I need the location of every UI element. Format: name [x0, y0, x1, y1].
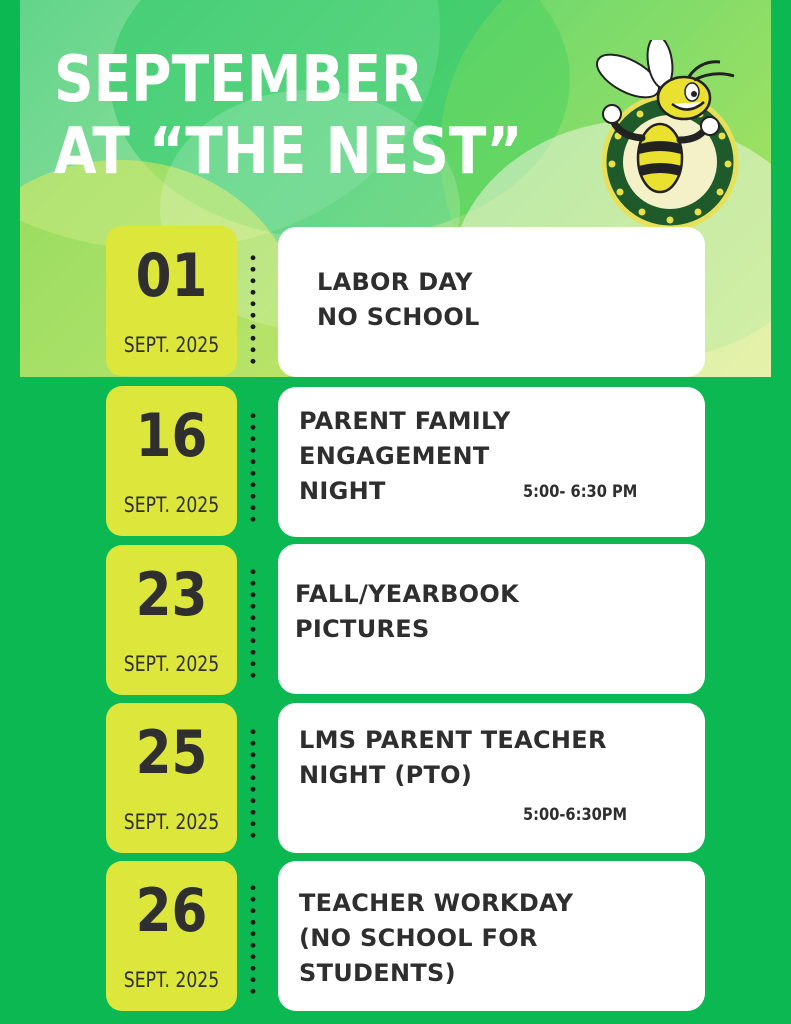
event-title-line: ENGAGEMENT: [299, 442, 490, 470]
event-title-line: PARENT FAMILY: [299, 407, 511, 435]
event-card: [278, 544, 705, 694]
page-title-line2: AT “THE NEST”: [54, 115, 523, 189]
event-card: [278, 227, 705, 377]
event-title-line: LMS PARENT TEACHER: [299, 726, 607, 754]
date-month: SEPT. 2025: [123, 493, 220, 517]
page-title-line1: SEPTEMBER: [54, 43, 424, 117]
date-day: 16: [135, 401, 208, 471]
dotted-connector: [250, 882, 256, 1000]
dotted-connector: [250, 566, 256, 684]
page-title: [54, 44, 523, 188]
event-title: [299, 404, 511, 509]
date-day: 01: [135, 241, 208, 311]
date-day: 25: [135, 718, 208, 788]
event-title-line: LABOR DAY: [317, 268, 473, 296]
yellow-jacket-mascot-logo-icon: [588, 40, 748, 230]
date-box: [106, 861, 237, 1011]
event-card: [278, 703, 705, 853]
event-title-line: (NO SCHOOL FOR: [299, 924, 538, 952]
date-day: 26: [135, 876, 208, 946]
event-title-line: NO SCHOOL: [317, 303, 480, 331]
event-title: [299, 886, 573, 991]
date-month: SEPT. 2025: [123, 968, 220, 992]
dotted-connector: [250, 252, 256, 370]
event-title: [317, 265, 480, 335]
event-title-line: FALL/YEARBOOK: [295, 580, 519, 608]
date-box: [106, 386, 237, 536]
event-title-line: NIGHT (PTO): [299, 761, 473, 789]
event-card: [278, 387, 705, 537]
date-month: SEPT. 2025: [123, 333, 220, 357]
event-title-line: NIGHT: [299, 477, 386, 505]
event-card: [278, 861, 705, 1011]
event-title-line: PICTURES: [295, 615, 430, 643]
dotted-connector: [250, 726, 256, 844]
date-month: SEPT. 2025: [123, 652, 220, 676]
event-title-line: STUDENTS): [299, 959, 456, 987]
event-time: 5:00- 6:30 PM: [523, 482, 638, 502]
event-title: [295, 577, 519, 647]
date-month: SEPT. 2025: [123, 810, 220, 834]
event-title: [299, 723, 607, 793]
date-box: [106, 703, 237, 853]
dotted-connector: [250, 410, 256, 528]
event-title-line: TEACHER WORKDAY: [299, 889, 574, 917]
date-box: [106, 226, 237, 376]
date-box: [106, 545, 237, 695]
date-day: 23: [135, 560, 208, 630]
event-time: 5:00-6:30PM: [523, 805, 628, 825]
